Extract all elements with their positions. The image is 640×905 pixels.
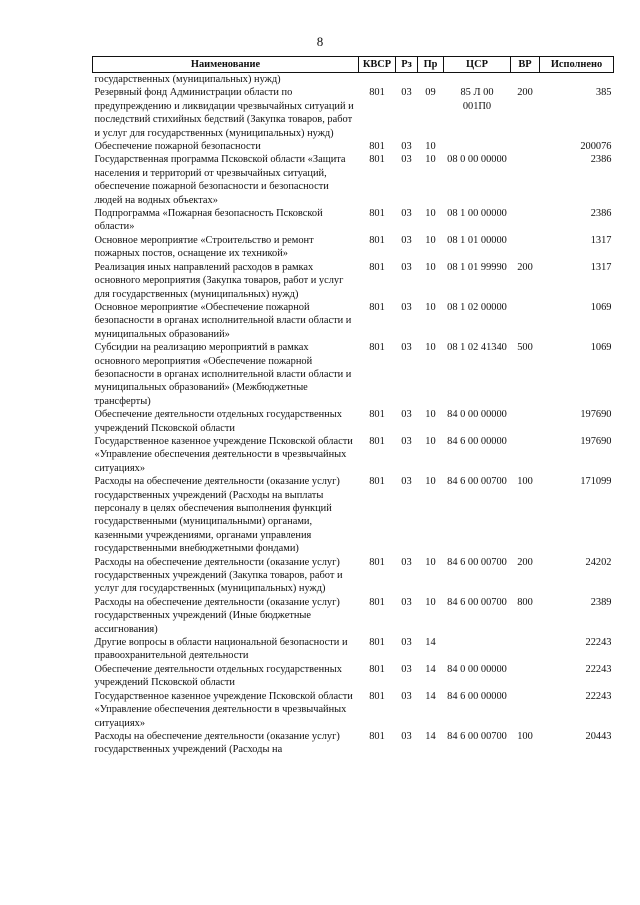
cell-pr: 14 [425,637,436,649]
cell-pr: 10 [425,342,436,354]
table-row [93,730,614,757]
cell-rz: 03 [401,476,412,488]
cell-done: 200076 [580,141,612,153]
table-row [93,153,614,207]
cell-name: Государственная программа Псковской области «Защита населения и территорий от чрезвычайных ситуаций, обеспечение пожарной безопасности и безопасности людей на водных объектах» [94,154,346,206]
table-row [93,408,614,435]
cell-kvsr: 801 [369,141,385,153]
cell-csr: 08 1 02 00000 [447,301,507,313]
table-row [93,261,614,301]
table-row [93,86,614,140]
page-number: 8 [316,34,324,49]
cell-kvsr: 801 [369,435,385,447]
cell-vr [511,663,540,690]
cell-rz: 03 [401,556,412,568]
table-row [93,663,614,690]
table-row [93,556,614,596]
cell-csr: 84 6 00 00700 [447,476,507,488]
cell-vr [511,301,540,341]
table-row [93,475,614,555]
cell-kvsr: 801 [369,476,385,488]
cell-csr: 08 1 01 99990 [447,261,507,273]
cell-done: 1317 [590,261,612,273]
cell-kvsr: 801 [369,556,385,568]
cell-csr: 85 Л 00 001П0 [460,87,494,112]
cell-rz: 03 [401,637,412,649]
cell-name: Основное мероприятие «Обеспечение пожарной безопасности в органах исполнительной власти области и муниципальных образований» [94,301,352,340]
cell-done: 171099 [580,476,612,488]
cell-vr [511,435,540,475]
cell-rz: 03 [401,730,412,742]
cell-vr: 500 [517,342,533,354]
cell-done: 1069 [590,342,612,354]
cell-vr [511,690,540,730]
cell-vr [511,207,540,234]
cell-pr: 09 [425,87,436,99]
table-row [93,596,614,636]
cell-done: 2389 [590,596,612,608]
table-body [93,73,614,757]
cell-pr: 14 [425,730,436,742]
cell-done: 2386 [590,208,612,220]
cell-kvsr: 801 [369,637,385,649]
cell-kvsr: 801 [369,301,385,313]
cell-rz: 03 [401,301,412,313]
cell-pr: 10 [425,301,436,313]
cell-name: Обеспечение деятельности отдельных государственных учреждений Псковской области [94,409,342,434]
cell-pr: 10 [425,435,436,447]
cell-vr [511,73,540,87]
cell-csr [444,73,511,87]
budget-table [92,56,614,757]
table-row [93,690,614,730]
table-row [93,207,614,234]
cell-rz: 03 [401,261,412,273]
cell-kvsr: 801 [369,234,385,246]
cell-pr: 14 [425,690,436,702]
cell-done: 24202 [585,556,612,568]
cell-pr [418,73,444,87]
header-row [93,57,614,73]
cell-done: 22243 [585,637,612,649]
cell-csr: 08 1 01 00000 [447,234,507,246]
cell-pr: 10 [425,596,436,608]
cell-rz: 03 [401,154,412,166]
header-csr: ЦСР [444,57,511,73]
cell-kvsr: 801 [369,663,385,675]
cell-name: Субсидии на реализацию мероприятий в рамках основного мероприятия «Обеспечение пожарной безопасности в органах исполнительной власти области и муниципальных образований» (Межбюджетные трансферты) [94,342,352,407]
cell-rz: 03 [401,409,412,421]
cell-vr [511,636,540,663]
table-header [93,57,614,73]
cell-csr: 84 6 00 00700 [447,556,507,568]
cell-kvsr: 801 [369,261,385,273]
cell-name: Резервный фонд Администрации области по предупреждению и ликвидации чрезвычайных ситуаций и последствий стихийных бедствий (Закупка товаров, работ и услуг для государственных (муниципальных) нужд) [94,87,354,139]
cell-rz: 03 [401,596,412,608]
cell-vr [511,234,540,261]
cell-csr: 84 6 00 00000 [447,690,507,702]
cell-rz: 03 [401,234,412,246]
cell-pr: 10 [425,409,436,421]
cell-kvsr: 801 [369,87,385,99]
cell-csr: 08 1 02 41340 [447,342,507,354]
cell-vr: 200 [517,261,533,273]
header-vr: ВР [511,57,540,73]
cell-name: Другие вопросы в области национальной безопасности и правоохранительной деятельности [94,637,348,662]
cell-name: Государственное казенное учреждение Псковской области «Управление обеспечения деятельности в чрезвычайных ситуациях» [94,690,353,729]
cell-name: Основное мероприятие «Строительство и ремонт пожарных постов, оснащение их техникой» [94,234,314,260]
cell-kvsr: 801 [369,342,385,354]
cell-name: Расходы на обеспечение деятельности (оказание услуг) государственных учреждений (Расходы на [94,730,340,756]
cell-pr: 10 [425,141,436,153]
cell-pr: 10 [425,556,436,568]
cell-csr: 08 1 00 00000 [447,208,507,220]
cell-rz [396,73,418,87]
cell-csr [444,636,511,663]
cell-kvsr [359,73,396,87]
header-kvsr: КВСР [359,57,396,73]
cell-pr: 10 [425,476,436,488]
cell-kvsr: 801 [369,730,385,742]
header-pr: Пр [418,57,444,73]
table-row [93,140,614,153]
cell-done: 197690 [580,409,612,421]
cell-vr: 800 [517,596,533,608]
cell-vr: 200 [517,87,533,99]
cell-csr [444,140,511,153]
table-row [93,73,614,87]
cell-rz: 03 [401,141,412,153]
cell-pr: 10 [425,154,436,166]
header-name: Наименование [93,57,359,73]
cell-csr: 84 6 00 00000 [447,435,507,447]
table-row [93,301,614,341]
table-row [93,435,614,475]
cell-done [540,73,614,87]
cell-done: 22243 [585,663,612,675]
cell-name: Обеспечение деятельности отдельных государственных учреждений Псковской области [94,663,342,689]
cell-name: Обеспечение пожарной безопасности [94,141,261,153]
header-rz: Рз [396,57,418,73]
cell-csr: 84 0 00 00000 [447,663,507,675]
cell-done: 1317 [590,234,612,246]
cell-kvsr: 801 [369,409,385,421]
cell-name: государственных (муниципальных) нужд) [94,74,281,85]
cell-csr: 84 6 00 00700 [447,596,507,608]
cell-kvsr: 801 [369,208,385,220]
cell-rz: 03 [401,663,412,675]
cell-vr: 200 [517,556,533,568]
cell-done: 2386 [590,154,612,166]
table-row [93,234,614,261]
cell-kvsr: 801 [369,154,385,166]
cell-vr [511,140,540,153]
cell-vr: 100 [517,476,533,488]
cell-kvsr: 801 [369,596,385,608]
cell-csr: 84 6 00 00700 [447,730,507,742]
cell-rz: 03 [401,435,412,447]
cell-vr [511,408,540,435]
cell-rz: 03 [401,87,412,99]
cell-csr: 08 0 00 00000 [447,154,507,166]
cell-name: Реализация иных направлений расходов в рамках основного мероприятия (Закупка товаров, работ и услуг для государственных (муниципальных) нужд) [94,261,344,300]
cell-pr: 10 [425,234,436,246]
cell-done: 22243 [585,690,612,702]
header-done: Исполнено [540,57,614,73]
cell-vr: 100 [517,730,533,742]
cell-rz: 03 [401,208,412,220]
cell-name: Расходы на обеспечение деятельности (оказание услуг) государственных учреждений (Закупка товаров, работ и услуг для государственных (муниципальных) нужд) [94,556,343,595]
cell-pr: 10 [425,208,436,220]
cell-done: 1069 [590,301,612,313]
cell-done: 20443 [585,730,612,742]
cell-name: Государственное казенное учреждение Псковской области «Управление обеспечения деятельности в чрезвычайных ситуациях» [94,435,353,474]
cell-done: 197690 [580,435,612,447]
table-row [93,636,614,663]
cell-csr: 84 0 00 00000 [447,409,507,421]
cell-name: Расходы на обеспечение деятельности (оказание услуг) государственных учреждений (Расходы на выплаты персоналу в целях обеспечения выполнения функций государственными (муниципальными) органами, казенными учреждениями, органами управления государственными внебюджетными фондами) [94,476,340,555]
cell-pr: 14 [425,663,436,675]
cell-vr [511,153,540,207]
cell-name: Подпрограмма «Пожарная безопасность Псковской области» [94,208,323,233]
cell-pr: 10 [425,261,436,273]
cell-rz: 03 [401,690,412,702]
cell-rz: 03 [401,342,412,354]
table-row [93,341,614,408]
cell-kvsr: 801 [369,690,385,702]
cell-done: 385 [595,87,612,99]
cell-name: Расходы на обеспечение деятельности (оказание услуг) государственных учреждений (Иные бюджетные ассигнования) [94,596,340,635]
